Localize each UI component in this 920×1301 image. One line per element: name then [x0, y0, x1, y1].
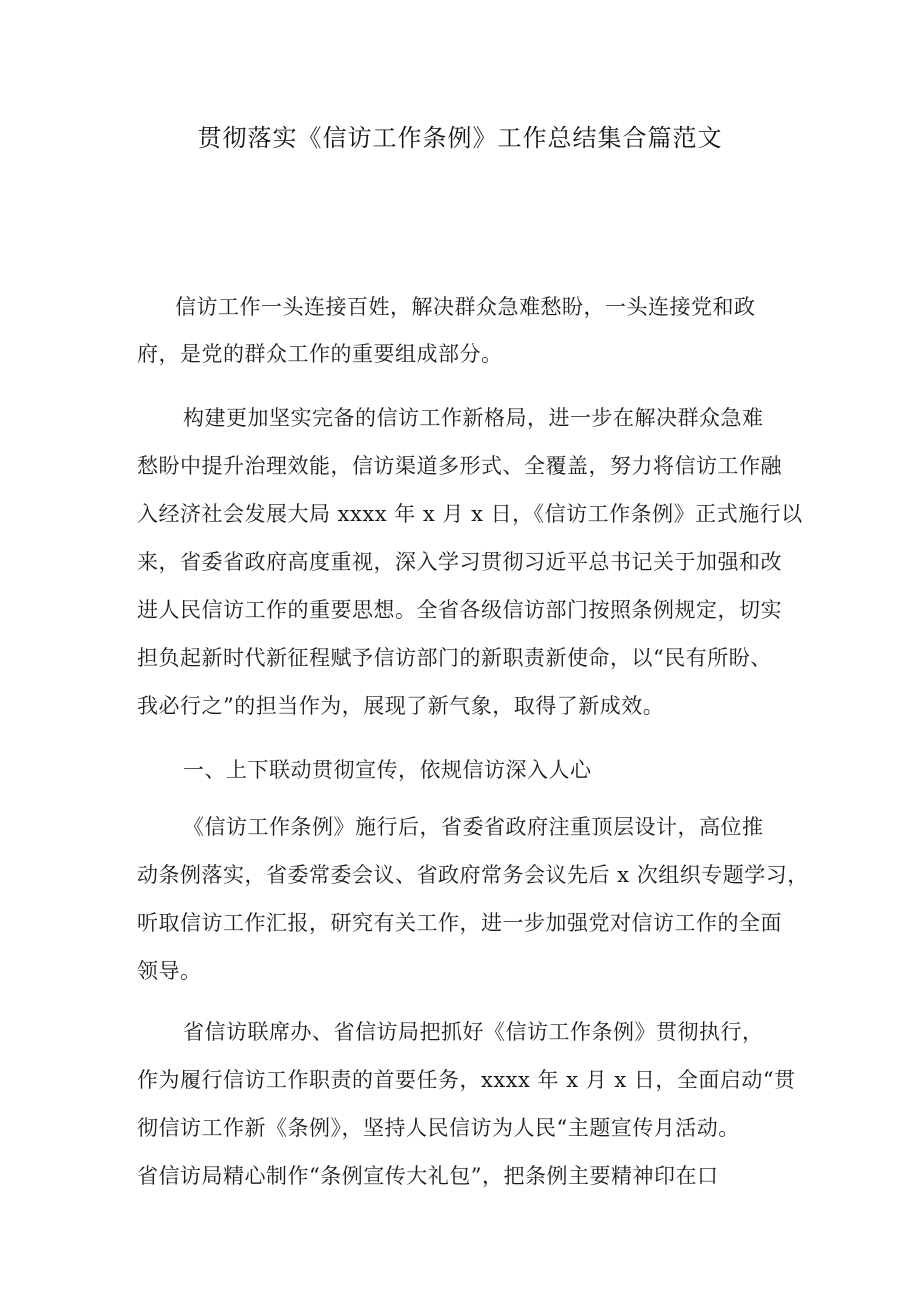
paragraph-line: 进人民信访工作的重要思想。全省各级信访部门按照条例规定，切实	[137, 598, 782, 622]
paragraph-line: 愁盼中提升治理效能，信访渠道多形式、全覆盖，努力将信访工作融	[137, 454, 782, 478]
paragraph-line: 来，省委省政府高度重视，深入学习贯彻习近平总书记关于加强和改	[137, 550, 782, 574]
paragraph-line: 省信访局精心制作“条例宣传大礼包”，把条例主要精神印在口	[137, 1164, 719, 1188]
paragraph-line: 彻信访工作新《条例》，坚持人民信访为人民“主题宣传月活动。	[137, 1116, 740, 1140]
paragraph-line: 信访工作一头连接百姓，解决群众急难愁盼，一头连接党和政	[175, 295, 756, 319]
paragraph-line: 听取信访工作汇报，研究有关工作，进一步加强党对信访工作的全面	[137, 911, 782, 935]
paragraph-line: 省信访联席办、省信访局把抓好《信访工作条例》贯彻执行，	[183, 1020, 764, 1044]
paragraph-line: 《信访工作条例》施行后，省委省政府注重顶层设计，高位推	[183, 815, 764, 839]
paragraph-line: 入经济社会发展大局 xxxx 年 x 月 x 日，《信访工作条例》正式施行以	[137, 502, 803, 526]
paragraph-line: 构建更加坚实完备的信访工作新格局，进一步在解决群众急难	[183, 406, 764, 430]
paragraph-line: 我必行之”的担当作为，展现了新气象，取得了新成效。	[137, 694, 665, 718]
paragraph-line: 领导。	[137, 959, 202, 983]
paragraph-line: 担负起新时代新征程赋予信访部门的新职责新使命，以“民有所盼、	[137, 646, 772, 670]
document-title: 贯彻落实《信访工作条例》工作总结集合篇范文	[197, 124, 723, 152]
section-heading: 一、上下联动贯彻宣传，依规信访深入人心	[183, 758, 592, 782]
paragraph-line: 作为履行信访工作职责的首要任务，xxxx 年 x 月 x 日，全面启动“贯	[137, 1068, 796, 1092]
paragraph-line: 府，是党的群众工作的重要组成部分。	[137, 342, 503, 366]
paragraph-line: 动条例落实，省委常委会议、省政府常务会议先后 x 次组织专题学习，	[137, 863, 809, 887]
